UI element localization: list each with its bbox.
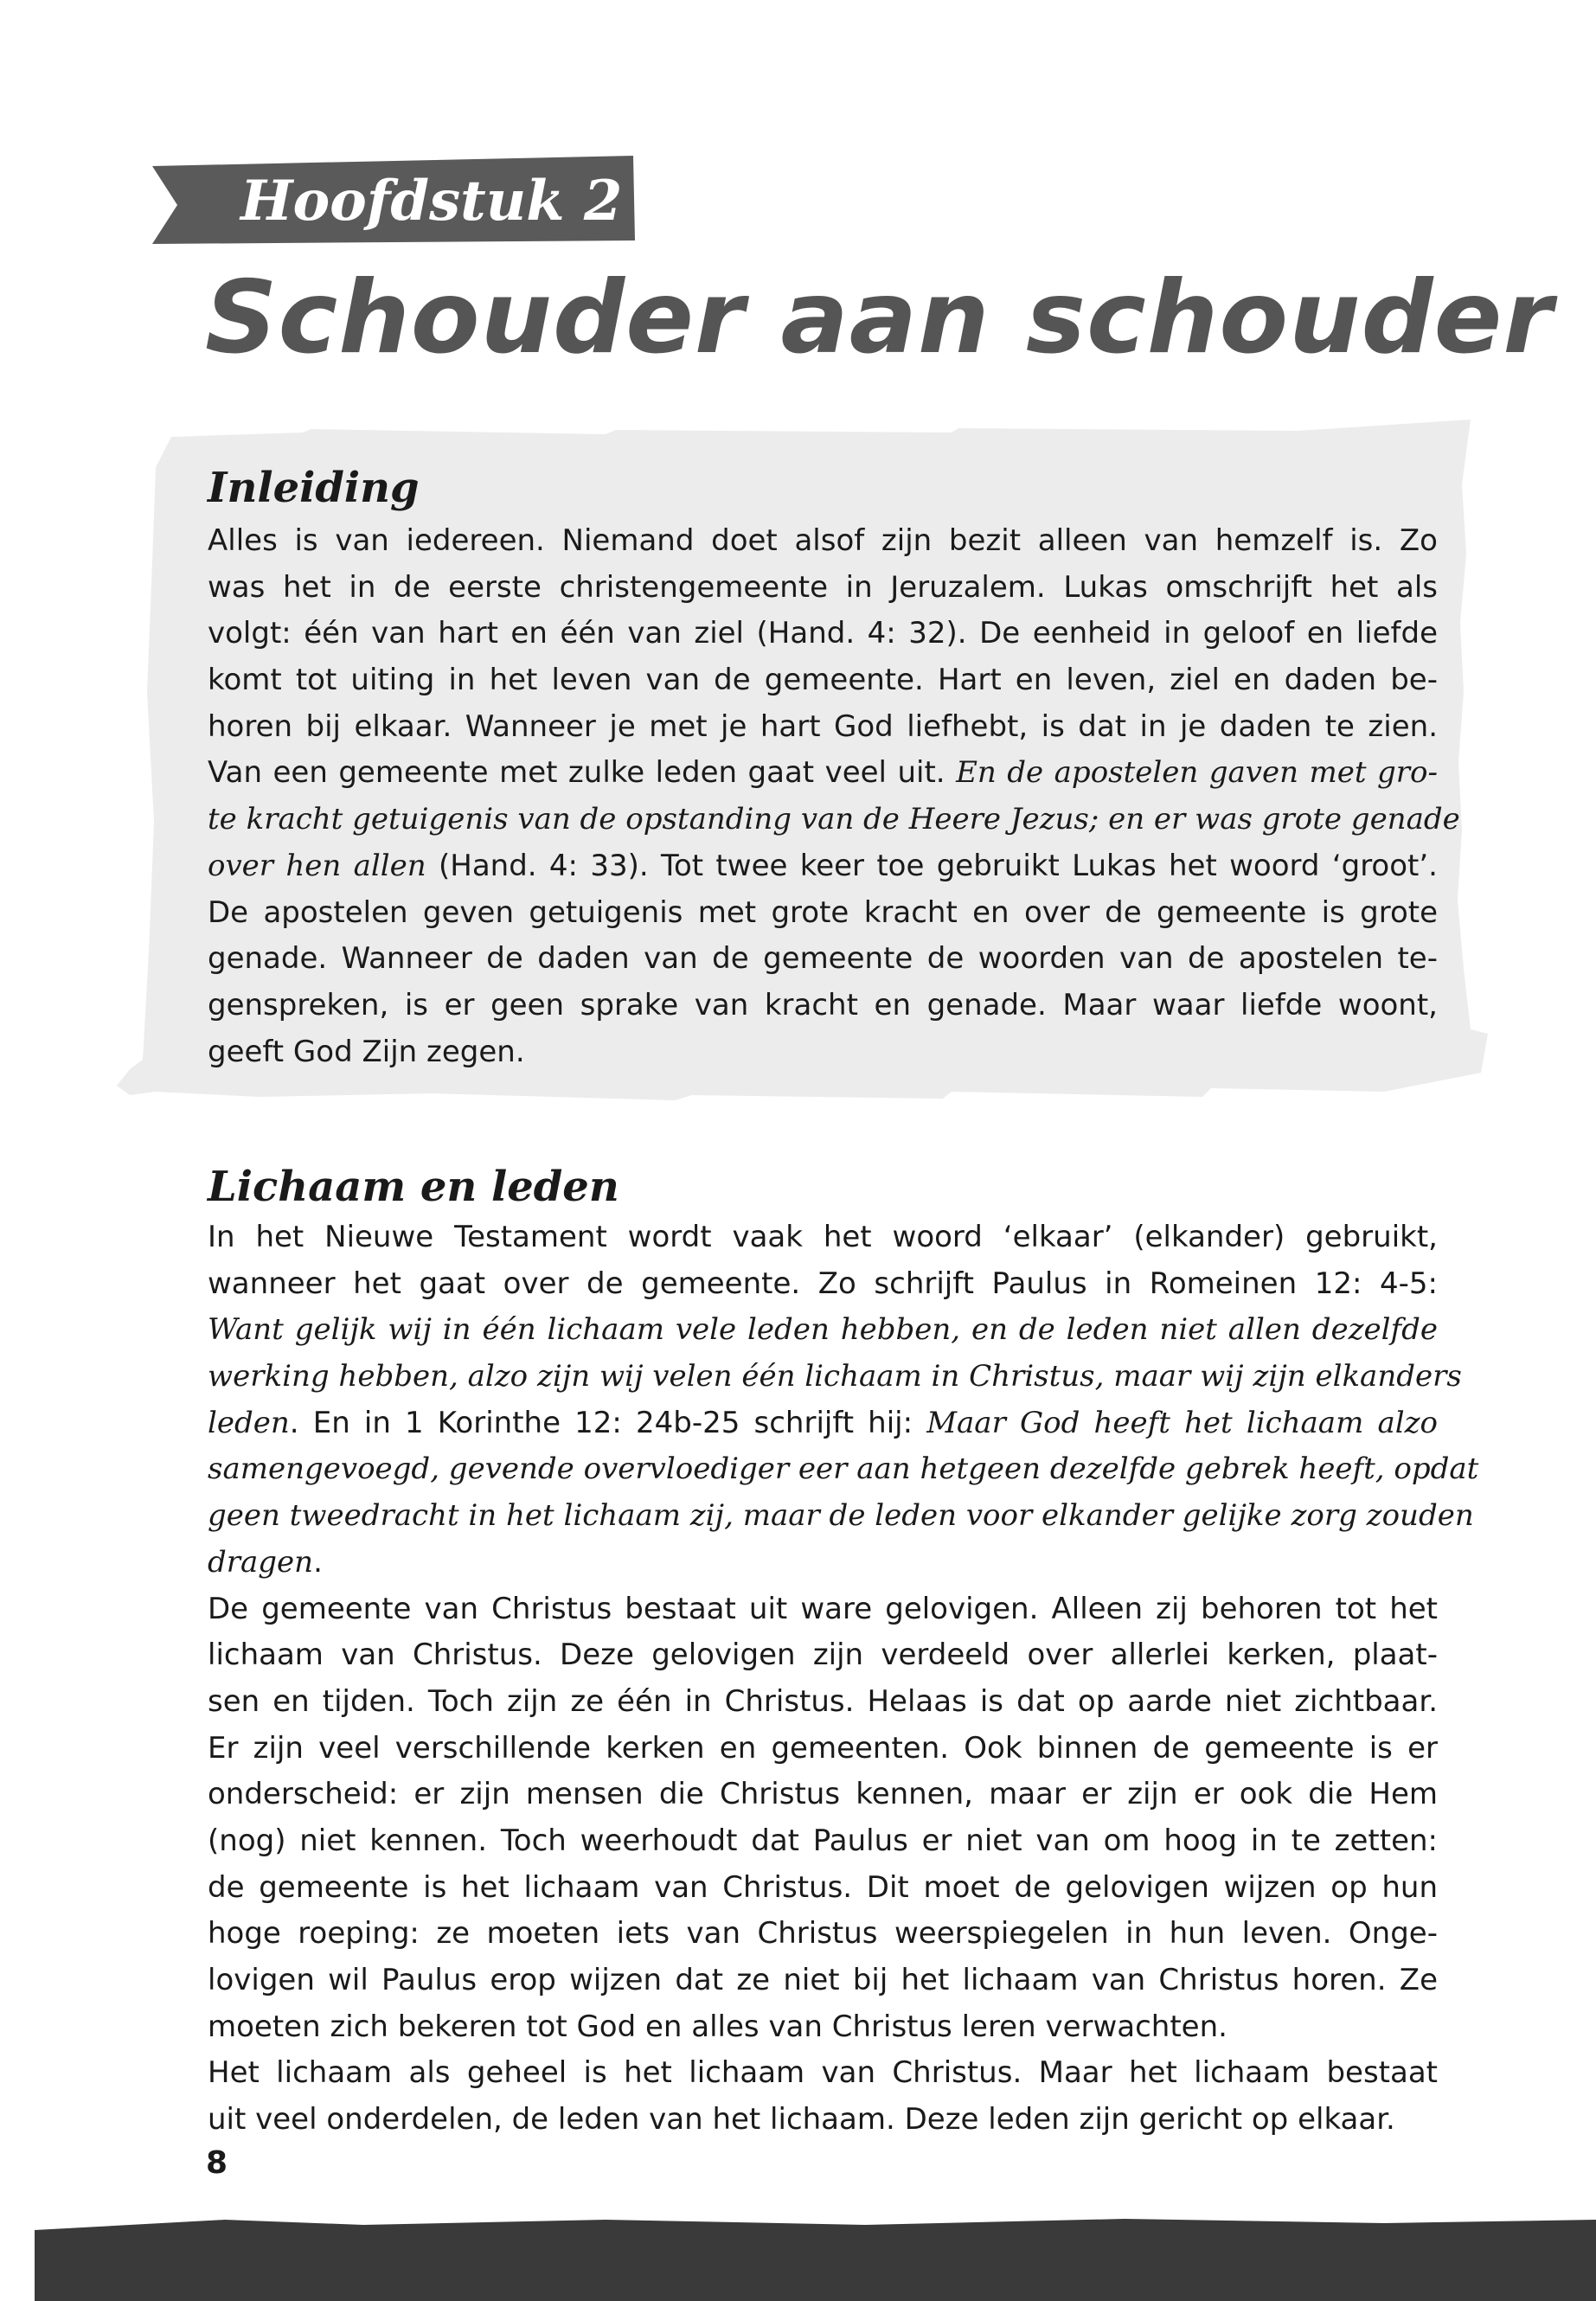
- italic-quote: leden: [208, 1405, 290, 1440]
- intro-heading: Inleiding: [208, 464, 420, 512]
- text-run: .: [313, 1544, 323, 1580]
- chapter-label: Hoofdstuk 2: [240, 169, 623, 234]
- text-run: De gemeente van Christus bestaat uit ware gelovigen. Alleen zij behoren tot het: [208, 1591, 1438, 1626]
- italic-quote: En de apostelen gaven met gro-: [956, 755, 1438, 791]
- text-run: (Hand. 4: 33). Tot twee keer toe gebruikt Lukas het woord ‘groot’.: [426, 848, 1438, 883]
- text-run: geeft God Zijn zegen.: [208, 1034, 525, 1069]
- text-run: horen bij elkaar. Wanneer je met je hart God liefhebt, is dat in je daden te zien.: [208, 708, 1438, 744]
- text-run: onderscheid: er zijn mensen die Christus kennen, maar er zijn er ook die Hem: [208, 1777, 1438, 1812]
- text-run: In het Nieuwe Testament wordt vaak het woord ‘elkaar’ (elkander) gebruikt,: [208, 1220, 1438, 1254]
- page-number: 8: [206, 2145, 228, 2181]
- text-run: genade. Wanneer de daden van de gemeente de woorden van de apostelen te-: [208, 941, 1438, 977]
- text-run: lovigen wil Paulus erop wijzen dat ze niet bij het lichaam van Christus horen. Ze: [208, 1963, 1438, 1997]
- text-run: de gemeente is het lichaam van Christus. Dit moet de gelovigen wijzen op hun: [208, 1869, 1438, 1905]
- text-run: genspreken, is er geen sprake van kracht en genade. Maar waar liefde woont,: [208, 987, 1438, 1022]
- italic-quote: te kracht getuigenis van de opstanding van de Heere Jezus; en er was grote genade: [208, 802, 1460, 837]
- text-run: was het in de eerste christengemeente in Jeruzalem. Lukas omschrijft het als: [208, 569, 1438, 605]
- italic-quote: Want gelijk wij in één lichaam vele leden hebben, en de leden niet allen dezelfde: [208, 1312, 1438, 1348]
- text-run: volgt: één van hart en één van ziel (Hand. 4: 32). De eenheid in geloof en liefde: [208, 616, 1438, 651]
- text-run: hoge roeping: ze moeten iets van Christus weerspiegelen in hun leven. Onge-: [208, 1916, 1438, 1952]
- text-run: Van een gemeente met zulke leden gaat veel uit.: [208, 755, 957, 791]
- section-heading-lichaam: Lichaam en leden: [208, 1163, 619, 1211]
- italic-quote: dragen: [208, 1544, 314, 1580]
- text-run: moeten zich bekeren tot God en alles van Christus leren verwachten.: [208, 2009, 1227, 2044]
- text-run: Er zijn veel verschillende kerken en gemeenten. Ook binnen de gemeente is er: [208, 1730, 1438, 1766]
- italic-quote: Maar God heeft het lichaam alzo: [926, 1405, 1438, 1440]
- page-title: Schouder aan schouder: [205, 260, 1554, 376]
- text-run: Het lichaam als geheel is het lichaam van Christus. Maar het lichaam bestaat: [208, 2055, 1438, 2091]
- text-run: wanneer het gaat over de gemeente. Zo schrijft Paulus in Romeinen 12: 4-5:: [208, 1266, 1438, 1301]
- text-run: . En in 1 Korinthe 12: 24b-25 schrijft hij:: [289, 1405, 927, 1440]
- text-run: uit veel onderdelen, de leden van het lichaam. Deze leden zijn gericht op elkaar.: [208, 2102, 1395, 2138]
- italic-quote: geen tweedracht in het lichaam zij, maar de leden voor elkander gelijke zorg zouden: [208, 1498, 1474, 1534]
- text-run: (nog) niet kennen. Toch weerhoudt dat Paulus er niet van om hoog in te zetten:: [208, 1823, 1438, 1858]
- italic-quote: over hen allen: [208, 848, 426, 883]
- italic-quote: werking hebben, alzo zijn wij velen één lichaam in Christus, maar wij zijn elkanders: [208, 1359, 1462, 1394]
- text-run: Alles is van iedereen. Niemand doet alsof zijn bezit alleen van hemzelf is. Zo: [208, 523, 1438, 558]
- text-run: sen en tijden. Toch zijn ze één in Christus. Helaas is dat op aarde niet zichtbaar.: [208, 1683, 1438, 1719]
- text-run: komt tot uiting in het leven van de gemeente. Hart en leven, ziel en daden be-: [208, 663, 1438, 698]
- text-run: lichaam van Christus. Deze gelovigen zijn verdeeld over allerlei kerken, plaat-: [208, 1638, 1438, 1673]
- italic-quote: samengevoegd, gevende overvloediger eer aan hetgeen dezelfde gebrek heeft, opdat: [208, 1452, 1479, 1487]
- text-run: De apostelen geven getuigenis met grote kracht en over de gemeente is grote: [208, 894, 1438, 930]
